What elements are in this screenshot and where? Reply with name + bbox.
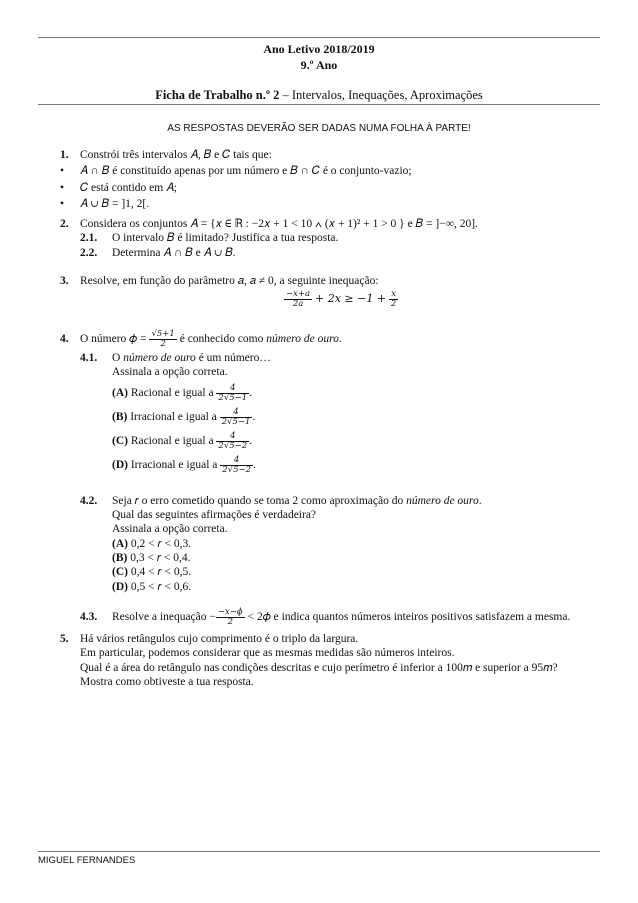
question-number: 4. [60, 333, 69, 346]
question-number: 5. [60, 633, 69, 645]
sheet-title-topics: – Intervalos, Inequações, Aproximações [279, 88, 483, 102]
question-4: 4. O número 𝜙 = $\frac{√5+1}{2}$ é conhecido como número de ouro. 4.1. O número de ouro é um número… Assinala a opção correta. (A) Racional e igual a $\frac{4}{2√5-1}$ . (B) Irracional e igual a $\frac{4}{2√5-1}$ . (C) Racional e igual a $\frac{4}{2√5-2}$ . (D) Irracional e igual a $\frac{4}{2√5-2}$ . 4.2. Seja 𝑟 o erro cometido quando se toma 2 como aproximação do número de ouro. Qual das seguintes afirmações é verdadeira? Assinala a opção correta. (A) 0,2 < 𝑟 < 0,3. (B) 0,3 < 𝑟 < 0,4. (C) 0,4 < 𝑟 < 0,5. (D) 0,5 < 𝑟 < 0,6. 4.3. Resolve a inequação − $\frac{\text{−𝑥−𝜙}}{2}$ < 2𝜙 e indica quantos números inteiros positivos satisfazem a mesma. [60, 330, 600, 627]
question-text: Considera os conjuntos 𝐴 = {𝑥 ∈ ℝ : −2𝑥 + 1 < 10 ∧ (𝑥 + 1)² + 1 > 0 } e 𝐵 = ]−∞, 20]. [80, 218, 478, 230]
question-3 [60, 274, 600, 309]
bullet-item: 𝐶 está contido em 𝐴; [80, 181, 177, 194]
question-5: 5. Há vários retângulos cujo comprimento é o triplo da largura. Em particular, podemos considerar que as mesmas medidas são números inteiros. Qual é a área do retângulo nas condições descritas e cujo perímetro é inferior a 100𝑚 e superior a 95𝑚? Mostra como obtiveste a tua resposta. [60, 633, 558, 689]
inequation: $\frac{\text{−𝑥+𝑎}}{\text{2𝑎}}$ + 2𝑥 ≥ −1 + $\frac{\text{𝑥}}{2}$ [286, 289, 397, 310]
author-footer: MIGUEL FERNANDES [38, 855, 136, 866]
fraction: $\frac{\text{𝑥}}{2}$ [390, 289, 397, 310]
bullet-item: 𝐴 ∩ 𝐵 é constituído apenas por um número e 𝐵 ∩ 𝐶 é o conjunto-vazio; [80, 165, 412, 178]
option-item: (C) Racional e igual a $\frac{4}{2√5-2}$ . [112, 430, 253, 451]
question-text: Resolve, em função do parâmetro 𝑎, 𝑎 ≠ 0, a seguinte inequação: [80, 275, 379, 287]
sheet-title [38, 88, 600, 104]
question-1: 1. Constrói três intervalos 𝐴, 𝐵 e 𝐶 tais que: • 𝐴 ∩ 𝐵 é constituído apenas por um número e 𝐵 ∩ 𝐶 é o conjunto-vazio; • 𝐶 está contido em 𝐴; • 𝐴 ∪ 𝐵 = ]1, 2[. [60, 149, 412, 211]
bullet-item: 𝐴 ∪ 𝐵 = ]1, 2[. [80, 198, 150, 211]
question-number: 1. [60, 149, 69, 161]
question-text: Constrói três intervalos 𝐴, 𝐵 e 𝐶 tais que: [80, 149, 272, 161]
subquestion-text: O intervalo 𝐵 é limitado? Justifica a tua resposta. [112, 232, 339, 245]
question-number: 2. [60, 218, 69, 230]
subquestion-number: 2.1. [80, 232, 98, 245]
fraction: $\frac{√5+1}{2}$ [151, 329, 175, 349]
fraction: $\frac{\text{−𝑥+𝑎}}{\text{2𝑎}}$ [286, 289, 311, 310]
option-item: (A) Racional e igual a $\frac{4}{2√5-1}$ . [112, 382, 253, 403]
grade-level: 9.º Ano [300, 58, 338, 72]
subquestion-number: 2.2. [80, 246, 98, 259]
subquestion-4-2: 4.2. Seja 𝑟 o erro cometido quando se toma 2 como aproximação do número de ouro. Qual das seguintes afirmações é verdadeira? Assinala a opção correta. (A) 0,2 < 𝑟 < 0,3. (B) 0,3 < 𝑟 < 0,4. (C) 0,4 < 𝑟 < 0,5. (D) 0,5 < 𝑟 < 0,6. [80, 494, 482, 593]
footer-rule [38, 851, 600, 852]
subquestion-4-1: 4.1. O número de ouro é um número… Assinala a opção correta. (A) Racional e igual a $\frac{4}{2√5-1}$ . (B) Irracional e igual a $\frac{4}{2√5-1}$ . (C) Racional e igual a $\frac{4}{2√5-2}$ . (D) Irracional e igual a $\frac{4}{2√5-2}$ . [80, 351, 600, 480]
option-item: (D) Irracional e igual a $\frac{4}{2√5-2}$ . [112, 454, 256, 475]
title-rule [38, 104, 600, 105]
top-rule [38, 37, 600, 38]
school-year: Ano Letivo 2018/2019 [263, 42, 375, 56]
subquestion-4-3: 4.3. Resolve a inequação − $\frac{\text{−𝑥−𝜙}}{2}$ < 2𝜙 e indica quantos números inteiros positivos satisfazem a mesma. [80, 607, 571, 628]
instruction-banner: AS RESPOSTAS DEVERÃO SER DADAS NUMA FOLHA À PARTE! [167, 123, 471, 134]
question-number: 3. [60, 275, 69, 287]
sheet-title-number: Ficha de Trabalho n.º 2 [155, 88, 280, 102]
option-item: (B) Irracional e igual a $\frac{4}{2√5-1}$ . [112, 406, 256, 427]
subquestion-text: Determina 𝐴 ∩ 𝐵 e 𝐴 ∪ 𝐵. [112, 246, 236, 259]
question-2 [60, 217, 600, 260]
options-list [112, 384, 600, 480]
